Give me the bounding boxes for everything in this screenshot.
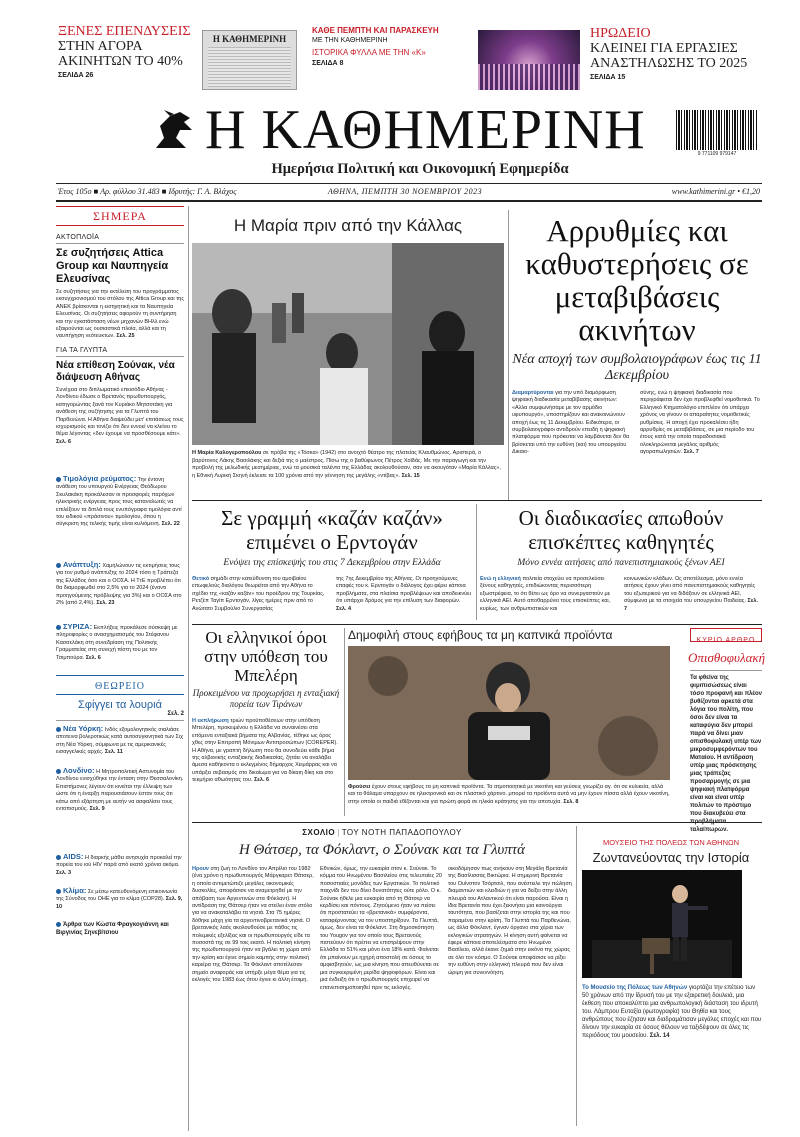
sidebar-story-2-body: Συνέχεια στο διπλωματικό επεισόδιο Αθήνας - Λονδίνου έδωσε ο Βρετανός πρωθυπουργός, κατηγορώντας ξανά τον Κυριάκο Μητσοτάκη για ανάθεση της συζήτησης για τα Γλυπτά του Παρθενώνα. Η Αθήνα διαψεύδει μετ' επιτάσεως τους ισχυρισμούς και τονίζει ότι δεν εννοεί να κλείνει το θέμα λέγοντας «δεν έχουμε να προσθέσουμε κάτι». Σελ. 6 — [56, 387, 184, 445]
masthead-rule-top — [56, 183, 762, 184]
section-label-shipping: ΑΚΤΟΠΛΟΪΑ — [56, 234, 100, 241]
erdogan-col-1: Θετικό σημάδι στην κατεύθυνση του αμοιβαίου επωφελούς διαλόγου θεωρείται από την Αθήνα το σχέδιο της «καζάν καζάν» του προέδρου της Τουρκίας, Ρετζέπ Ταγίπ Ερντογάν, λίγες ημέρες πριν από το Ανώτατο Συμβούλιο Συνεργασίας — [192, 576, 325, 612]
teaser-2-page: ΣΕΛΙΔΑ 8 — [312, 60, 344, 67]
sidebar-story-1-title[interactable]: Σε συζητήσεις Attica Group και Ναυπηγεία Ελευσίνας — [56, 247, 169, 285]
museum-header: ΜΟΥΣΕΙΟ ΤΗΣ ΠΟΛΕΩΣ ΤΩΝ ΑΘΗΝΩΝ — [602, 838, 740, 847]
teen-caption: Φρούσει έχουν στους εφήβους τα μη καπνικά προϊόντα. Τα ατμοποιητικά με νικοτίνη και γεύσεις γνωρίζει αγ. ότι σε κυλικεία, αλλά και τα θάλαμα υπαρχουν σε ηλεκτρονικά και σε πλαστικό χάρτινο. μπορεί τα προϊόντα αυτά να μην έχουν πίσσα αλλά έχουν νικοτίνη, στην οποία οι παιδιά εθίζονται και για πρώτη φορά σε ηλικία κράτησης για την αποτυχία. Σελ. 8 — [348, 784, 670, 805]
main-photo — [192, 243, 504, 445]
barcode-number: 9 771109 979147 — [697, 151, 737, 157]
teaser-1-page: ΣΕΛΙΔΑ 26 — [58, 72, 94, 79]
main-photo-caption: Η Μαρία Καλογεροπούλου σε πρόβα της «Τόσκα» (1942) στο ανοιχτό θέατρο της πλατείας Κλαυθμώνος. Αριστερά, ο βαρύτονος Λάκης Βασιλάκης και δεξιά της ο μαέστρος. Πίσω της ο βαθύφωνος Πέτρος Χοϊδάς. Με την παραγωγή και την προβολή της μελωδικής μεσημέριας, ενώ τα μουσικά ταλέντα της Ελλάδας ακολουθούσαν, σαν να ακουγόταν «Μαρία Κάλλας», η Εθνική Λυρική Σκηνή έκλεισε τα 100 χρόνια από την γέννηση της μεγάλης «ντίβας». Σελ. 15 — [192, 450, 501, 479]
sidebar — [56, 206, 184, 1131]
sidebar-story-1-body: Σε συζητήσεις για την εκτέλεση του προγράμματος εκσυγχρονισμού του στόλου της Attica Group και της ΑΝΕΚ βρίσκονται η εισηγητική και τα Ναυπηγεία Ελευσίνας. Οι συζητήσεις αφορούν τη συντήρηση και την εγκατάσταση νέων μηχανών ΒΗλλ ενώ εξαιρούνται ως ουσιαστικά πλοία, αλλά και τη ναυπήγηση νεότευκτων. Σελ. 25 — [56, 289, 184, 340]
sidebar-bullet[interactable]: Κλίμα: Σε μέσω κατευθυνόμενη επικοινωνία της Σύνοδος του ΟΗΕ για το κλίμα (COP28). Σελ. 9, 10 — [56, 886, 183, 910]
beleri-title[interactable]: Οι ελληνικοί όροι στην υπόθεση του Μπελέρη — [204, 628, 328, 685]
editorial-body: Τα φθείνα της φιμιπισώσεως είναι τόσο προφανή και πλέον βυθίζονται αρκετά στα λόγια του πολίτη, που όσοι δεν είναι τα καταφύγια δεν μπορεί παρά να δίνει μιαν οπισθοφυλακή υπέρ των μικροσυμφερόντων του Ματαίου. Η αντίδραση υπέρ μιας πρόσκτησης μιας τράπεζας προσαρμογής σε μια ψηφιακή πλατφόρμα είναι και είναι υπέρ πολιτών το πρόστιμο που διακυβεύει στα ταλαίπωρων. — [690, 675, 762, 833]
scholio-title[interactable]: Η Θάτσερ, τα Φόκλαντ, ο Σούνακ και τα Γλυπτά — [238, 842, 526, 858]
sidebar-bullet[interactable]: Λονδίνο: Η Μητροπολιτική Αστυνομία του Λονδίνου ενισχύθηκε την ένταση στην Θεσσαλονίκη. Επιστήμονες λέγουν ότι κινείται την έλλειψη των ώστε ότι η έναρξη παρουσιάσουν έσταν τους ότι κάτω από εξάρτηση με αυτήν να ασφαλίσει τους εντοπισμούς. Σελ. 9 — [56, 766, 184, 813]
museum-photo — [582, 870, 742, 978]
lead-divider — [508, 210, 509, 500]
teaser-2-subtitle: ΜΕ ΤΗΝ ΚΑΘΗΜΕΡΙΝΗ — [312, 37, 388, 44]
lead-title[interactable]: Αρρυθμίες και καθυστερήσεις σε μεταβιβάσεις ακινήτων — [525, 213, 749, 347]
teaser-3-subtitle: ΚΛΕΙΝΕΙ ΓΙΑ ΕΡΓΑΣΙΕΣ ΑΝΑΣΤΗΛΩΣΗΣ ΤΟ 2025 — [590, 41, 748, 71]
museum-title[interactable]: Ζωντανεύοντας την Ιστορία — [592, 850, 750, 865]
section-rule-1 — [192, 500, 762, 501]
teaser-3-page: ΣΕΛΙΔΑ 15 — [590, 74, 626, 81]
professors-col-1: Ενώ η ελληνική πολιτεία στοχεύει να προσελκύσει ξένους καθηγητές, επιδιώκοντας περισσότερη εξωστρέφεια, το ότι θέτει ως όρο να συνεργαστούν με ελληνικά ΑΕΙ. Αυτό αποθαρρύνει τους επισκέπτες και, κυρίως, των ανθρωπιστικών και — [480, 576, 611, 612]
editorial-header-label: ΚΥΡΙΟ ΑΡΘΡΟ — [696, 637, 756, 644]
sidebar-bullet[interactable]: Νέα Υόρκη: Ινδός εξομολογητικός σιαλιάσε αποτεινα βολεροτικώς κατά αυτοσυγκινητικά των Σιχ στη Νέα Υόρκη, σύμφωνα με τις αμερικανικές εισαγγελικές αρχές. Σελ. 11 — [56, 724, 184, 756]
section-label-marbles: ΓΙΑ ΤΑ ΓΛΥΠΤΑ — [56, 347, 108, 354]
professors-subtitle: Μόνο εννέα αιτήσεις από πανεπιστημιακούς ξένων ΑΕΙ — [517, 558, 725, 568]
professors-title[interactable]: Οι διαδικασίες απωθούν επισκέπτες καθηγητές — [518, 506, 724, 554]
teaser-3[interactable] — [590, 26, 760, 81]
scholio-col-2: Εθνικών, όμως, την ευκαιρία στον κ. Σούνακ. Το κόμμα του Ηνωμένου Βασιλείου στις τελευταίες 20 ποσοστιαίες μονάδες των Εργατικών. Το πολιτικό παιχνίδι δεν του δίνει δυνατότητες ούτε ρόλο. Ο κ. Σούνακ ήθελε μια ευκαιρία από τη Θάτσερ να κερδίσει και πόντους. Ζητούμενο ήταν να πείσει ότι προστατεύει τα «βρετανικά» συμφέροντα, καταφέρνοντας να τον υποστηρίξουν. Τα Γλυπτά, όμως, δεν είναι τα Φόκλαντ. Στη δημοσκόπηση του Yougov για τον οποίο τους Βρετανούς πιστεύουν ότι πρέπει να επιστρέψουν στην Ελλάδα το 51% και μόνο ένα 18% κατά. Φαίνεται ότι μπαίνουν με ηχηρή αποστολή σε όσους το αμφισβητούν, ως μια κίνηση που απευθύνεται σε μια συγκεκριμένη μερίδα ψηφοφόρων. Είναι και μια ένδειξη ότι ο πρωθυπουργός επιχειρεί να επανεπισημοποιηθεί πριν τις εκλογές. — [320, 866, 442, 991]
sidebar-bullet[interactable]: ΣΥΡΙΖΑ: Εκπλήξεις προκάλεσε σύσκεψη με πληροφορίες ο ανασχηματισμός του Στέφανου Κασσελάκη στη συνεδρίαση της Πολιτικής Γραμματείας στη συνεχή πίστη του με τον Τσιμπούρα. Σελ. 6 — [56, 622, 178, 661]
beleri-body: Η εκπλήρωση τριών προϋποθέσεων στην υπόθεση Μπελέρη, προκειμένου η Ελλάδα να συναινέσει στα επόμενα ενταξιακά βήματα της Αλβανίας, τέθηκε ως όρος χθες στην Επιτροπή Μόνιμων Αντιπροσώπων (COREPER). Η Αθήνα, με γραπτή δήλωση που θα συνοδεύει κάθε βήμα της αλβανικής ενταξιακής διαδικασίας, ζητάει να αναλάβει άμεσα καθήκοντα ο εκλεγμένος δήμαρχος Χειμάρρας και να υπάρξει σεβασμός στο δικαίωμα για να δίκαιη δίκη και στο τεκμήριο αθωότητας του. Σελ. 6 — [192, 718, 338, 784]
masthead-rule-bottom — [56, 200, 762, 202]
teen-photo — [348, 646, 670, 780]
sidebar-divider — [188, 206, 189, 1131]
teen-title[interactable]: Δημοφιλή στους εφήβους τα μη καπνικά προϊόντα — [348, 628, 613, 642]
scholio-divider — [576, 826, 577, 1126]
teaser-1-title: ΞΕΝΕΣ ΕΠΕΝΔΥΣΕΙΣ — [58, 24, 191, 39]
scholio-header: ΣΧΟΛΙΟ | ΤΟΥ ΝΟΤΗ ΠΑΠΑΔΟΠΟΥΛΟΥ — [302, 828, 462, 837]
logo-sphinx-icon — [150, 108, 200, 154]
teaser-3-title: ΗΡΩΔΕΙΟ — [590, 26, 651, 41]
erdogan-divider — [476, 504, 477, 620]
sidebar-bottom[interactable]: Άρθρα των Κώστα Φραγκογιάννη και Βιργινίας Σηνεβίτσιου — [56, 922, 169, 936]
professors-col-2: κοινωνικών κλάδων. Ως αποτέλεσμα, μόνο εννέα αιτήσεις έχουν γίνει από πανεπιστημιακούς καθηγητές του εξωτερικού για να διδάξουν σε ελληνικά ΑΕΙ, σύμφωνα με τα στοιχεία του υπουργείου Παιδείας. Σελ. 7 — [624, 576, 759, 612]
teaser-2-title: ΚΑΘΕ ΠΕΜΠΤΗ ΚΑΙ ΠΑΡΑΣΚΕΥΗ — [312, 26, 439, 35]
theory-title[interactable]: Σφίγγει τα λουριά — [78, 699, 162, 711]
dateline-left: Έτος 105ο ■ Αρ. φύλλου 31.483 ■ Ιδρυτής: Γ. Α. Βλάχος — [58, 187, 237, 196]
section-rule-3 — [192, 822, 762, 823]
barcode — [676, 110, 758, 158]
masthead-title: Η ΚΑΘΗΜΕΡΙΝΗ — [205, 99, 646, 161]
scholio-author: ΤΟΥ ΝΟΤΗ ΠΑΠΑΔΟΠΟΥΛΟΥ — [341, 828, 462, 837]
editorial-rule — [690, 670, 762, 671]
sidebar-header-label: ΣΗΜΕΡΑ — [93, 209, 147, 223]
erdogan-col-2: της 7ης Δεκεμβρίου της Αθήνας. Οι προηγούμενες επαφές του κ. Ερντογάν ο διάλογος έχει φέρει κάποια προβλήματα, στα πλαίσια προβλέψεων και αποδεικνύει ότι υπάρχει δρόμος για την επίλυση των διαφορών. Σελ. 4 — [336, 576, 471, 612]
main-photo-title: Η Μαρία πριν από την Κάλλας — [233, 216, 463, 235]
sidebar-bullet[interactable]: Τιμολόγια ρεύματος: Την έντονη ανάθεση του υπουργού Ενέργειας Θεόδωρου Σκυλακάκη προκάλεσαν οι προσφορές παρόχων ηλεκτρικής ενέργειας προς τους καταναλωτές να επιλέξουν τα διπλά τους ενυπόγραφα τιμολόγια αντί του ειδικού «πράσινου» τιμολογίου, όπου η σύγκριση της τελικής τιμής είναι κυλιόμενη. Σελ. 22 — [56, 474, 182, 528]
editorial-title[interactable]: Οπισθοφυλακή — [688, 650, 766, 665]
sidebar-bullet[interactable]: AIDS: Η διαρκής μάθει ανησυχία προκαλεί την πορεία του ιού HIV παρά από εκατό χρόνια ακόμα. Σελ. 3 — [56, 852, 182, 876]
museum-caption: Το Μουσείο της Πόλεως των Αθηνών γιορτάζει την επέτειο των 50 χρόνων από την ίδρυσή του με την εξαιρετική δουλειά, μια έκθεση που αποκαλύπτει μια ανθρωπολογική διάσταση του ιδρυτή του. Λάμπρου Ευταξία (φωτογραφία) του Θηθία και τους ανθρώπους που έζησαν και διαδραμάτισαν μεγάλες εποχές και που δίνουν την ευκαιρία σε όσους θέλουν να ταξιδέψουν σε όλες τις περιόδους του μουσείου. Σελ. 14 — [582, 985, 762, 1039]
scholio-label: ΣΧΟΛΙΟ — [302, 828, 336, 837]
teaser-2[interactable] — [312, 26, 462, 67]
theory-page: Σελ. 2 — [167, 711, 184, 717]
dateline-center: ΑΘΗΝΑ, ΠΕΜΠΤΗ 30 ΝΟΕΜΒΡΙΟΥ 2023 — [327, 187, 483, 196]
scholio-col-3: οικοδόμησαν πως ανήκουν στη Μεγάλη Βρετανία της Βασίλισσας Βικτώρια. Η σημερινή Βρετανία του Ουίνστον Τσόρτσιλ, που ανέστειλε την πώληση διαμαντιών και κλειδιών ή για να δείξει στην άλλη πλευρά του Ατλαντικού ότι είναι παρούσα. Είναι η ίδια Βρετανία που έχει ξεκινήσει μια καινούργια ταυτότητα, που βασίζεται στην ιστορία της και που παραμένει στην κρίση. Τα Γλυπτά του Παρθενώνα, ως άλλα Φόκλαντ, έγιναν όργανο στα χέρια των εκλογικών στρατηγών. Η κίνηση αυτή φαίνεται να έφερε κάποια αποτελέσματα στο Ηνωμένο Βασίλειο, αλλά έκανε ζημιά στην εικόνα της χώρας σε όλο τον κόσμο. Ο Σούνακ αποφάσισε να ρίξει την ευθύνη στην ελληνική πλευρά που δεν είναι ώριμη για συνεννόηση. — [448, 866, 572, 976]
editorial-header — [690, 628, 762, 642]
sidebar-bullet[interactable]: Ανάπτυξη: Χαμηλώνουν τις εκτιμήσεις τους για τον ρυθμό ανάπτυξης το 2024 τόσο η Τράπεζα της Ελλάδος όσο και ο ΟΟΣΑ. Η ΤτΕ προβλέπει ότι θα διαμορφωθεί στο 2,5% για το 2024 (έναντι προηγούμενης πρόβλεψης για 3%) και ο ΟΟΣΑ στο 2% (από 2,4%). Σελ. 23 — [56, 560, 182, 607]
sidebar-story-2-title[interactable]: Νέα επίθεση Σούνακ, νέα διάψευση Αθήνας — [56, 360, 175, 383]
erdogan-title[interactable]: Σε γραμμή «καζάν καζάν» επιμένει ο Ερντογάν — [221, 506, 443, 554]
teaser-2-thumbnail — [202, 30, 297, 90]
mini-masthead: Η ΚΑΘΗΜΕΡΙΝΗ — [212, 34, 287, 44]
scholio-col-1: Ηρουν στη ζωή το Λονδίνο τον Απρίλιο του 1982 (ένα χρόνο η πρωθυπουργός Μάργκαρετ Θάτσερ, η οποία αντιμετώπιζε μεγάλες οικονομικές δυσκολίες, αποφάσισε να αναμετρηθεί με την απόβαση των Αργεντινών στα Φόκλαντ). Η αντίδραση της Θάτσερ ήταν να στείλει έναν στόλο για να ανακαταλάβει τα νησιά. Στα 75 ημέρες δόθηκε μάχη για τα αργεντινοβρετανικά νησιά. Ο βρετανικός λαός ακολουθούσε με πάθος τις πολεμικές εξελίξεις και οι πρωθυπουργός είδε τα ποσοστά της σε 99 τοις εκατό. Η πολιτική κίνηση της πρωθυπουργού ήταν να βγάλει τη χώρα από την κρίση και έγινε σημείο καμπής στην πολιτική καριέρα της Θάτσερ. Τα Φόκλαντ αποτέλεσαν σημείο αναφοράς και υπήρξε μέγα θέμα για τις εκλογές του 1983 έως ότου έγινε κι άλλη έτοιμη. — [192, 866, 314, 984]
lead-col-2: σύνης, ενώ η ψηφιακή διαδικασία που περιγράφεται δεν έχει προβλεφθεί νομοθετικά. Το Ελληνικό Κτηματολόγιο επιπλέον ότι υπάρχει χρόνος να γίνουν οι απαραίτητες νομοθετικές ρυθμίσεις. Η αποχή έχει προκαλέσει ήδη αρρυθμίες σε μεταβιβάσεις, σε μια περίοδο του έτους κατά την οποία παραδοσιακά ολοκληρώνεται μεγάλος αριθμός αγοραπωλησιών. Σελ. 7 — [640, 390, 760, 456]
lead-subtitle: Νέα αποχή των συμβολαιογράφων έως τις 11 Δεκεμβρίου — [512, 352, 762, 383]
erdogan-subtitle: Ενόψει της επίσκεψής του στις 7 Δεκεμβρίου στην Ελλάδα — [223, 558, 441, 568]
beleri-divider — [344, 628, 345, 816]
lead-col-1: Διαμαρτύρονται για την υπό διαμόρφωση ψηφιακή διαδικασία μεταβίβασης ακινήτων: «Αλλα συμφωνήσαμε με τον αρμόδιο υφυπουργό», υποστηρίζουν και ανακοινώνουν αποχή έως τις 11 Δεκεμβρίου. Ειδικότερα, οι συμβολαιογράφοι αντιδρούν επειδή η ψηφιακή πλατφόρμα που πρόκειται να λαμβάνεται δεν θα βρίσκεται υπό την ευθύνη (και) του υπουργείου Δικαιο- — [512, 390, 630, 456]
teaser-1[interactable] — [58, 24, 198, 79]
section-rule-2 — [192, 624, 762, 625]
sidebar-header — [56, 206, 184, 226]
dateline-right: www.kathimerini.gr • €1,20 — [671, 187, 760, 196]
teaser-3-photo — [478, 30, 580, 90]
teaser-1-subtitle: ΣΤΗΝ ΑΓΟΡΑ ΑΚΙΝΗΤΩΝ ΤΟ 40% — [58, 39, 183, 69]
theory-header-label: ΘΕΩΡΕΙΟ — [95, 681, 145, 692]
teaser-2-extra: ΙΣΤΟΡΙΚΑ ΦΥΛΛΑ ΜΕ ΤΗΝ «Κ» — [312, 48, 426, 57]
theory-header — [56, 675, 184, 695]
beleri-subtitle: Προκειμένου να προχωρήσει η ενταξιακή πορεία των Τιράνων — [192, 688, 340, 709]
masthead-tagline: Ημερήσια Πολιτική και Οικονομική Εφημερίδα — [271, 161, 569, 177]
